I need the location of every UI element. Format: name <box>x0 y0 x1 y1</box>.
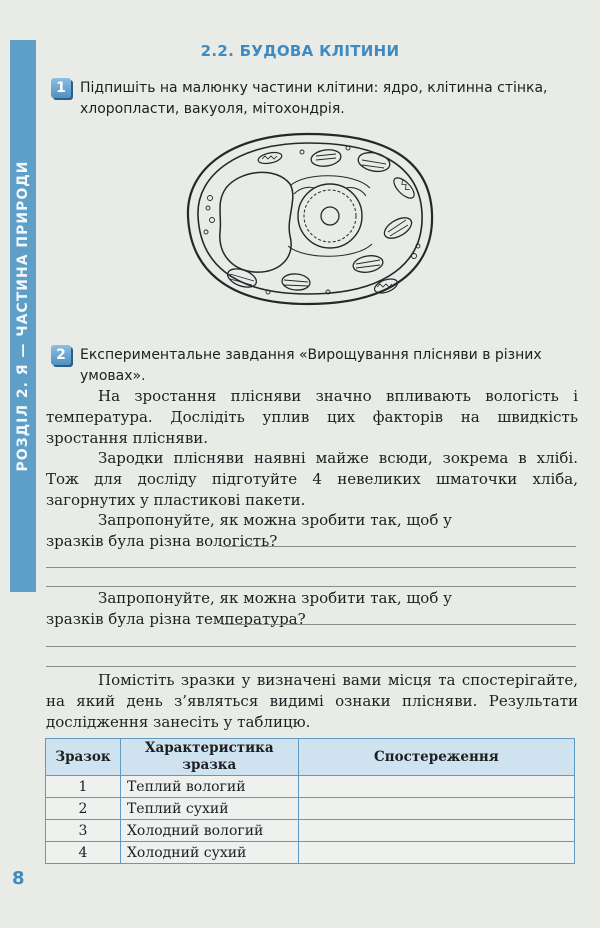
vacuole <box>220 172 293 272</box>
row-number: 1 <box>46 776 121 798</box>
plant-cell-illustration <box>178 128 438 310</box>
task-2-badge: 2 <box>51 345 71 365</box>
task-2-title: Експериментальне завдання «Вирощування плісняви в різних умовах». <box>80 347 542 384</box>
row-characteristic: Теплий вологий <box>120 776 298 798</box>
cell-wall-inner <box>198 143 422 294</box>
table-row <box>46 820 575 842</box>
task-1-badge: 1 <box>51 78 71 98</box>
task-2-paragraph-3 <box>46 670 578 733</box>
nucleus-envelope <box>304 190 356 242</box>
row-number: 2 <box>46 798 121 820</box>
task-1-text: Підпишіть на малюнку частини клітини: ядро, клітинна стінка, хлоропласти, вакуоля, мітохондрія. <box>80 80 548 117</box>
header-sample: Зразок <box>46 739 121 776</box>
row-characteristic: Холодний вологий <box>120 820 298 842</box>
task-2-paragraph-1-text: На зростання плісняви значно впливають вологість і температура. Дослідіть уплив цих факторів на швидкість зростання плісняви. <box>46 387 578 447</box>
section-title: 2.2. БУДОВА КЛІТИНИ <box>200 42 400 60</box>
table-row <box>46 842 575 864</box>
row-characteristic: Теплий сухий <box>120 798 298 820</box>
task-2-paragraph-2 <box>46 448 578 511</box>
page-number: 8 <box>12 868 25 889</box>
table-header-row <box>46 739 575 776</box>
header-characteristic: Характеристика зразка <box>120 739 298 776</box>
answer-line-temperature-3[interactable] <box>46 666 576 667</box>
table-row <box>46 798 575 820</box>
row-number: 3 <box>46 820 121 842</box>
results-table <box>45 738 575 864</box>
row-observation[interactable] <box>298 842 574 864</box>
task-2-paragraph-2-text: Зародки плісняви наявні майже всюди, зокрема в хлібі. Тож для досліду підготуйте 4 невеликих шматочки хліба, загорнутих у пластикові пакети. <box>46 449 578 509</box>
task-2-paragraph-3-text: Помістіть зразки у визначені вами місця та спостерігайте, на який день з’являться видимі ознаки плісняви. Результати дослідження занесіть у таблицю. <box>46 671 578 731</box>
chapter-sidebar-label: РОЗДІЛ 2. Я — ЧАСТИНА ПРИРОДИ <box>15 160 31 472</box>
answer-line-temperature-1[interactable] <box>222 624 576 625</box>
nucleus-outer <box>298 184 362 248</box>
answer-line-temperature-2[interactable] <box>46 646 576 647</box>
answer-line-humidity-1[interactable] <box>222 546 576 547</box>
question-humidity-text: Запропонуйте, як можна зробити так, щоб у зразків була різна вологість? <box>46 511 452 550</box>
nucleolus <box>321 207 339 225</box>
row-observation[interactable] <box>298 776 574 798</box>
task-2-paragraph-1 <box>46 386 578 449</box>
answer-line-humidity-3[interactable] <box>46 586 576 587</box>
row-observation[interactable] <box>298 820 574 842</box>
row-number: 4 <box>46 842 121 864</box>
row-observation[interactable] <box>298 798 574 820</box>
header-observations: Спостереження <box>298 739 574 776</box>
table-row <box>46 776 575 798</box>
answer-line-humidity-2[interactable] <box>46 567 576 568</box>
row-characteristic: Холодний сухий <box>120 842 298 864</box>
cell-wall-outer <box>188 134 432 304</box>
question-temperature-text: Запропонуйте, як можна зробити так, щоб у зразків була різна температура? <box>46 589 452 628</box>
